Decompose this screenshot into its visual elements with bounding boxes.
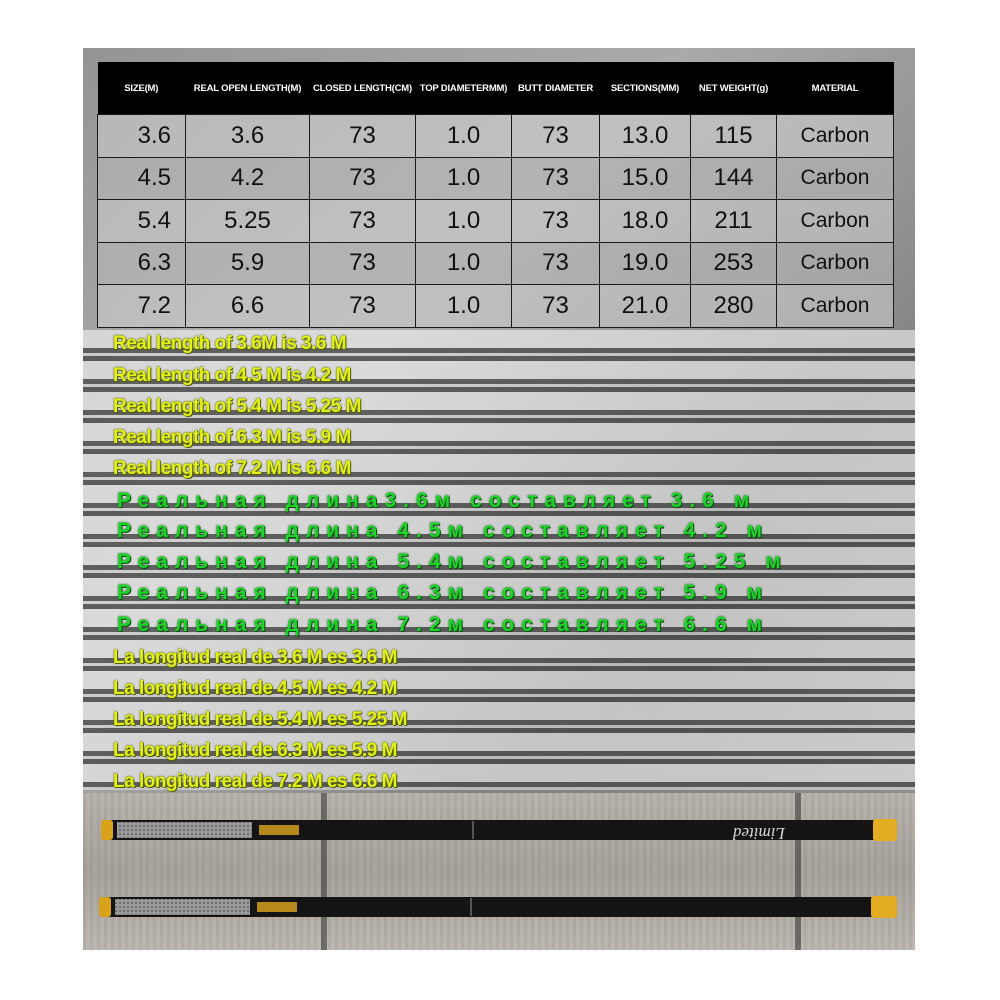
cell-net-weight: 280 xyxy=(691,285,777,328)
cell-butt-diameter: 73 xyxy=(512,200,600,243)
cell-material: Carbon xyxy=(777,200,894,243)
russian-length-line: Реальная длина 5.4м составляет 5.25 м xyxy=(117,550,788,573)
table-row xyxy=(98,115,894,158)
cell-closed-length: 73 xyxy=(310,115,416,158)
cell-top-diameter: 1.0 xyxy=(416,285,512,328)
header-size: SIZE(M) xyxy=(98,62,186,115)
russian-length-line: Реальная длина 6.3м составляет 5.9 м xyxy=(117,581,770,604)
table-row xyxy=(98,200,894,243)
cell-closed-length: 73 xyxy=(310,200,416,243)
spanish-length-line: La longitud real de 6.3 M es 5.9 M xyxy=(113,740,397,761)
fishing-rod-top xyxy=(83,817,915,843)
english-length-line: Real length of 4.5 M is 4.2 M xyxy=(113,365,351,386)
header-material: MATERIAL xyxy=(777,62,894,115)
cell-material: Carbon xyxy=(777,285,894,328)
cell-closed-length: 73 xyxy=(310,157,416,200)
fishing-rod-bottom xyxy=(83,894,915,920)
header-sections: SECTIONS(MM) xyxy=(600,62,691,115)
cell-real-open-length: 5.25 xyxy=(186,200,310,243)
cell-size: 6.3 xyxy=(98,242,186,285)
cell-top-diameter: 1.0 xyxy=(416,242,512,285)
cell-closed-length: 73 xyxy=(310,242,416,285)
rod-brand-text: Limited xyxy=(733,824,785,843)
cell-net-weight: 115 xyxy=(691,115,777,158)
table-row xyxy=(98,157,894,200)
cell-top-diameter: 1.0 xyxy=(416,115,512,158)
header-real-open-length: REAL OPEN LENGTH(M) xyxy=(186,62,310,115)
english-length-line: Real length of 5.4 M is 5.25 M xyxy=(113,396,361,417)
cell-sections: 19.0 xyxy=(600,242,691,285)
spanish-length-line: La longitud real de 4.5 M es 4.2 M xyxy=(113,678,397,699)
cell-material: Carbon xyxy=(777,242,894,285)
product-spec-panel xyxy=(83,48,915,950)
russian-length-line: Реальная длина 7.2м составляет 6.6 м xyxy=(117,613,770,636)
table-header-row xyxy=(98,62,894,115)
cell-real-open-length: 6.6 xyxy=(186,285,310,328)
russian-length-line: Реальная длина3.6м составляет 3.6 м xyxy=(117,489,757,512)
cell-real-open-length: 3.6 xyxy=(186,115,310,158)
cell-top-diameter: 1.0 xyxy=(416,157,512,200)
cell-real-open-length: 4.2 xyxy=(186,157,310,200)
cell-butt-diameter: 73 xyxy=(512,242,600,285)
english-length-line: Real length of 7.2 M is 6.6 M xyxy=(113,458,351,479)
cell-size: 3.6 xyxy=(98,115,186,158)
cell-size: 7.2 xyxy=(98,285,186,328)
cell-material: Carbon xyxy=(777,157,894,200)
table-row xyxy=(98,242,894,285)
cell-sections: 18.0 xyxy=(600,200,691,243)
header-closed-length: CLOSED LENGTH(CM) xyxy=(310,62,416,115)
header-net-weight: NET WEIGHT(g) xyxy=(691,62,777,115)
spanish-length-line: La longitud real de 7.2 M es 6.6 M xyxy=(113,771,397,792)
spec-table xyxy=(97,62,894,328)
english-length-line: Real length of 6.3 M is 5.9 M xyxy=(113,427,351,448)
cell-butt-diameter: 73 xyxy=(512,285,600,328)
cell-butt-diameter: 73 xyxy=(512,157,600,200)
cell-size: 4.5 xyxy=(98,157,186,200)
spanish-length-line: La longitud real de 5.4 M es 5.25 M xyxy=(113,709,407,730)
cell-sections: 15.0 xyxy=(600,157,691,200)
header-top-diameter: TOP DIAMETERMM) xyxy=(416,62,512,115)
cell-net-weight: 144 xyxy=(691,157,777,200)
cell-closed-length: 73 xyxy=(310,285,416,328)
cell-sections: 21.0 xyxy=(600,285,691,328)
spanish-length-line: La longitud real de 3.6 M es 3.6 M xyxy=(113,647,397,668)
header-butt-diameter: BUTT DIAMETER xyxy=(512,62,600,115)
cell-real-open-length: 5.9 xyxy=(186,242,310,285)
cell-butt-diameter: 73 xyxy=(512,115,600,158)
cell-material: Carbon xyxy=(777,115,894,158)
rod-photo xyxy=(83,793,915,950)
english-length-line: Real length of 3.6M is 3.6 M xyxy=(113,333,347,354)
cell-net-weight: 253 xyxy=(691,242,777,285)
cell-size: 5.4 xyxy=(98,200,186,243)
russian-length-line: Реальная длина 4.5м составляет 4.2 м xyxy=(117,519,770,542)
cell-net-weight: 211 xyxy=(691,200,777,243)
cell-sections: 13.0 xyxy=(600,115,691,158)
cell-top-diameter: 1.0 xyxy=(416,200,512,243)
table-row xyxy=(98,285,894,328)
